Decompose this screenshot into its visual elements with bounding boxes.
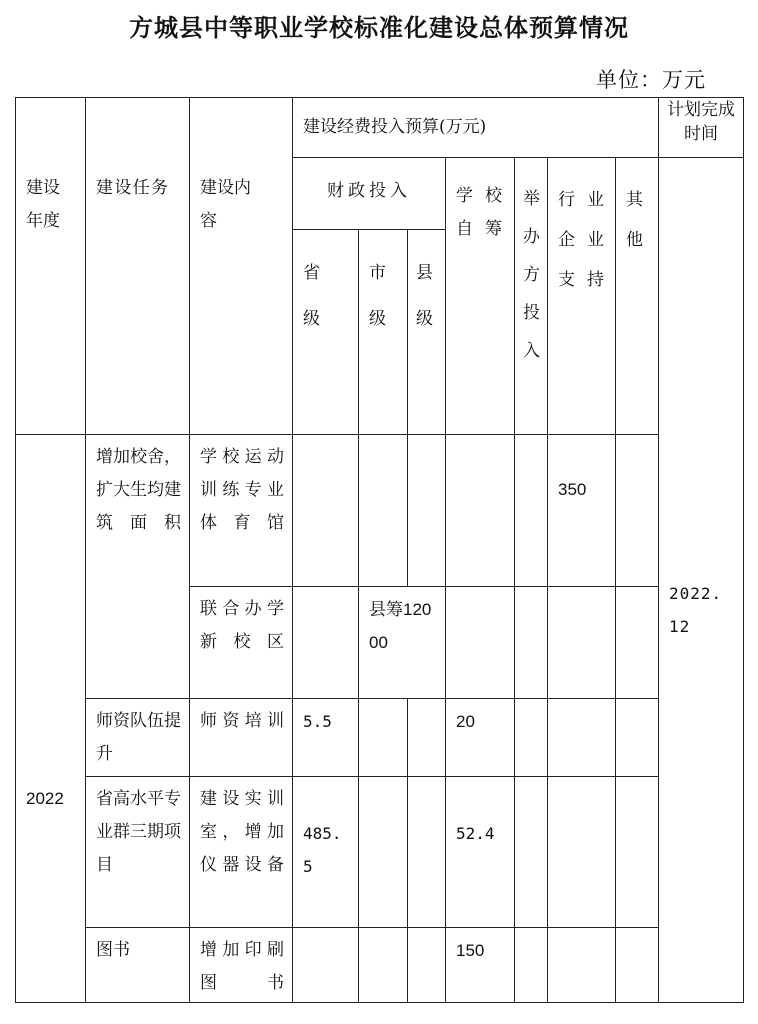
sponsor-cell (515, 699, 548, 777)
school-cell (446, 587, 515, 699)
city-county-merged-cell: 县筹12000 (359, 587, 446, 699)
header-finance: 财政投入 (293, 158, 446, 230)
header-county: 县级 (408, 230, 446, 435)
sponsor-cell (515, 777, 548, 928)
province-cell (293, 928, 359, 1003)
city-cell (359, 928, 408, 1003)
unit-label: 单位：万元 (596, 68, 706, 92)
header-completion: 计划完成时间 (659, 98, 744, 158)
other-cell (616, 435, 659, 587)
year-cell: 2022 (16, 435, 86, 1003)
school-cell (446, 435, 515, 587)
completion-time: 2022.12 (659, 158, 744, 1003)
other-cell (616, 928, 659, 1003)
content-cell: 师资培训 (190, 699, 293, 777)
header-budget-group: 建设经费投入预算(万元) (293, 98, 659, 158)
header-year: 建设年度 (16, 98, 86, 435)
task-cell: 图书 (86, 928, 190, 1003)
header-other: 其他 (616, 158, 659, 435)
province-cell (293, 435, 359, 587)
industry-cell (548, 777, 616, 928)
city-cell (359, 777, 408, 928)
county-cell (408, 928, 446, 1003)
table-row (16, 777, 744, 928)
header-industry: 行业企业支持 (548, 158, 616, 435)
city-cell (359, 435, 408, 587)
header-task: 建设任务 (86, 98, 190, 435)
budget-table (15, 97, 744, 1003)
industry-cell (548, 928, 616, 1003)
county-cell (408, 777, 446, 928)
content-cell: 建设实训室，增加仪器设备 (190, 777, 293, 928)
task-cell: 增加校舍，扩大生均建筑面积 (86, 435, 190, 699)
content-cell: 学校运动训练专业体育馆 (190, 435, 293, 587)
task-cell: 师资队伍提升 (86, 699, 190, 777)
content-cell: 增加印刷图书 (190, 928, 293, 1003)
table-row (16, 435, 744, 587)
sponsor-cell (515, 435, 548, 587)
city-cell (359, 699, 408, 777)
header-sponsor: 举办方投入 (515, 158, 548, 435)
task-cell: 省高水平专业群三期项目 (86, 777, 190, 928)
province-cell: 485.5 (293, 777, 359, 928)
header-province: 省级 (293, 230, 359, 435)
table-row (16, 928, 744, 1003)
header-city: 市级 (359, 230, 408, 435)
county-cell (408, 699, 446, 777)
document-title: 方城县中等职业学校标准化建设总体预算情况 (129, 14, 629, 42)
header-content: 建设内容 (190, 98, 293, 435)
industry-cell (548, 699, 616, 777)
sponsor-cell (515, 928, 548, 1003)
school-cell: 20 (446, 699, 515, 777)
province-cell: 5.5 (293, 699, 359, 777)
content-cell: 联合办学新校区 (190, 587, 293, 699)
industry-cell (548, 587, 616, 699)
province-cell (293, 587, 359, 699)
school-cell: 150 (446, 928, 515, 1003)
other-cell (616, 587, 659, 699)
header-school: 学校自筹 (446, 158, 515, 435)
county-cell (408, 435, 446, 587)
school-cell: 52.4 (446, 777, 515, 928)
table-row (16, 699, 744, 777)
sponsor-cell (515, 587, 548, 699)
other-cell (616, 777, 659, 928)
industry-cell: 350 (548, 435, 616, 587)
other-cell (616, 699, 659, 777)
